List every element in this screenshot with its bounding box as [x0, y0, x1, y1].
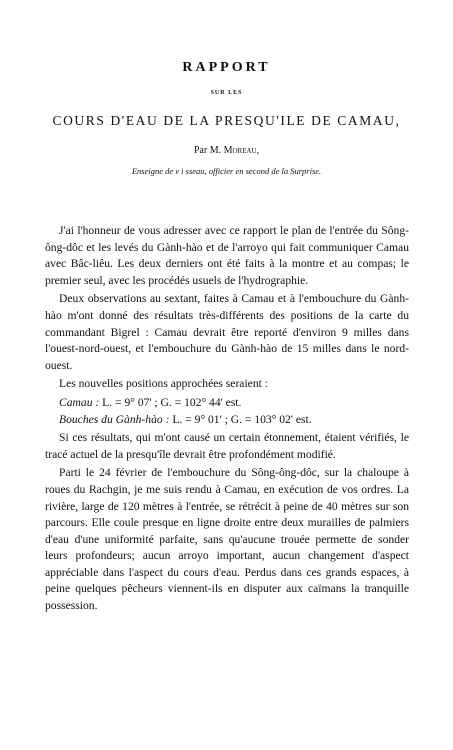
coordinate-ganh-hao [45, 412, 409, 429]
paragraph-5: Parti le 24 février de l'embouchure du Sông-ông-dôc, sur la chaloupe à roues du Rachgin, je me suis rendu à Camau, en exécution de vos ordres. La rivière, large de 120 mètres à l'entrée, se rétrécit à peine de 40 mètres sur son parcours. Elle coule presque en ligne droite entre deux murailles de palmiers d'eau d'une uniformité parfaite, sans qu'aucune trouée permette de sonder leurs profondeurs; aucun arroyo important, aucun changement d'aspect appréciable dans l'aspect du cours d'eau. Perdus dans ces grands espaces, à peine quelques pêcheurs viennent-ils en disputer aux caïmans la tranquille possession. [45, 466, 409, 613]
coordinate-values: L. = 9° 01' ; G. = 103° 02' est. [172, 412, 312, 426]
author-prefix: Par M. [193, 145, 222, 156]
coordinate-camau [45, 395, 409, 412]
author-role [0, 166, 453, 176]
report-subtitle: COURS D'EAU DE LA PRESQU'ILE DE CAMAU, [52, 113, 401, 128]
author-name: Moreau, [223, 145, 260, 156]
role-ship: Surprise. [290, 166, 322, 176]
sur-les-caption: SUR LES [210, 90, 243, 96]
author-line [0, 145, 453, 156]
role-text: Enseigne de v i sseau, officier en second de la [131, 166, 289, 176]
paragraph-3: Les nouvelles positions approchées seraient : [59, 377, 268, 391]
coordinate-place: Camau : [59, 395, 100, 409]
paragraph-2: Deux observations au sextant, faites à Camau et à l'embouchure du Gành-hào m'ont donné des résultats très-différents des positions de la carte du commandant Bigrel : Camau devrait être reporté d'environ 9 milles dans l'ouest-nord-ouest, et l'embouchure du Gành-hào de 15 milles dans le nord-ouest. [45, 292, 409, 372]
coordinate-place: Bouches du Gành-hào : [59, 412, 170, 426]
paragraph-4: Si ces résultats, qui m'ont causé un certain étonnement, étaient vérifiés, le tracé actuel de la presqu'île devrait être profondément modifié. [45, 431, 409, 461]
report-body [45, 223, 409, 617]
coordinate-values: L. = 9° 07' ; G. = 102° 44' est. [102, 395, 242, 409]
report-title: RAPPORT [182, 60, 271, 75]
paragraph-1: J'ai l'honneur de vous adresser avec ce rapport le plan de l'entrée du Sông-ông-dôc et les levés du Gành-hào et de l'arroyo qui fait communiquer Camau avec Bâc-liêu. Les deux derniers ont été faits à la montre et au compas; le premier seul, avec les procédés usuels de l'hydrographie. [45, 224, 409, 287]
